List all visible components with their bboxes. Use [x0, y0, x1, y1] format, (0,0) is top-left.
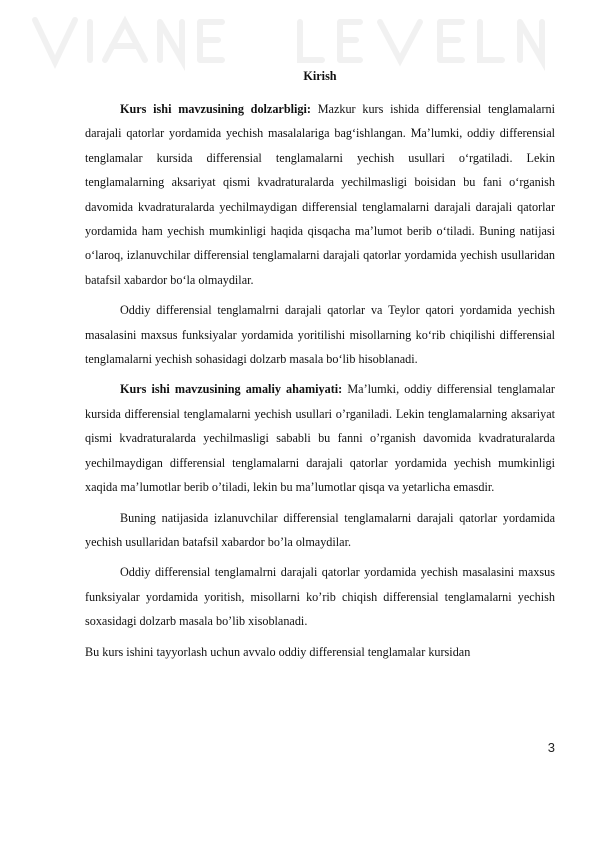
closing-line: Bu kurs ishini tayyorlash uchun avvalo oddiy differensial tenglamalar kursidan: [85, 644, 471, 659]
paragraph-special-functions: [85, 560, 555, 633]
paragraph-practical-significance: [85, 377, 555, 499]
paragraph-text: Mazkur kurs ishida differensial tenglamalarni darajali qatorlar yordamida yechish masalalariga bag‘ishlangan. Ma’lumki, oddiy differensial tenglamalar kursida differensial tenglamalarni yechish usullari o‘rgatiladi. Lekin tenglamalarning aksariyat qismi kvadraturalarda yechilmasligi boisidan bu fani o‘rganish davomida kvadraturalarda yechilmaydigan differensial tenglamalarni darajali darajali qatorlar yordamida ham yechish mumkinligi haqida qisqacha ma’lumot berib o‘tiladi. Buning natijasi o‘laroq, izlanuvchilar differensial tenglamalarni darajali qatorlar yordamida yechish usullaridan batafsil xabardor bo‘la olmaydilar.: [85, 102, 556, 287]
paragraph-text: Ma’lumki, oddiy differensial tenglamalar kursida differensial tenglamalarni yechish usullari o’rganiladi. Lekin tenglamalarning aksariyat qismi kvadraturalarda yechilmasligi sababli bu fanni o’rganish davomida kvadraturalarda yechilmaydigan differensial tenglamalarni darajali qatorlar yordamida yechish mumkinligi xaqida ma’lumotlar berib o’tiladi, lekin bu ma’lumotlar qisqa va yetarlicha emasdir.: [85, 382, 555, 495]
paragraph-lead: Kurs ishi mavzusining amaliy ahamiyati:: [120, 382, 343, 397]
paragraph-text: Oddiy differensial tenglamalrni darajali qatorlar yordamida yechish masalasini maxsus funksiyalar yordamida yoritish, misollarni ko’rib chiqish differensial tenglamalarni yechish soxasidagi dolzarb masala bo’lib xisoblanadi.: [85, 565, 555, 629]
paragraph-relevance: [85, 97, 555, 292]
page-title: Kirish: [303, 69, 337, 83]
page-number: 3: [547, 740, 555, 755]
paragraph-text: Oddiy differensial tenglamalrni darajali qatorlar va Teylor qatori yordamida yechish masalasini maxsus funksiyalar yordamida yoritilishi misollarning ko‘rib chiqilishi differensial tenglamalarni yechish sohasidagi dolzarb masala bo‘lib hisoblanadi.: [85, 303, 555, 367]
paragraph-taylor: [85, 298, 555, 371]
paragraph-lead: Kurs ishi mavzusining dolzarbligi:: [120, 102, 311, 116]
paragraph-result: [85, 506, 555, 555]
paragraph-text: Buning natijasida izlanuvchilar differensial tenglamalarni darajali qatorlar yordamida yechish usullaridan batafsil xabardor bo’la olmaydilar.: [85, 510, 555, 549]
document-body: [85, 64, 555, 664]
